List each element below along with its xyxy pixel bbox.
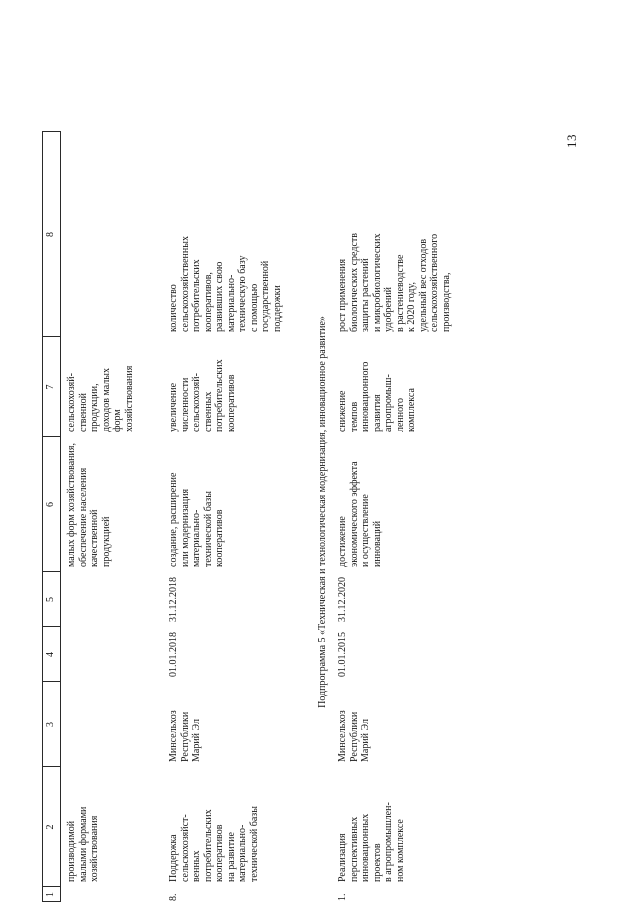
row-8-result: увеличение численности сельскохозяй- ственных потребительских кооперативов: [168, 359, 237, 432]
row-8-content: создание, расширение или модернизация материально- технической базы кооперативов: [168, 472, 225, 567]
row-8-consequences: количество сельскохозяйственных потребительских кооперативов, развивших свою материально- техническую базу с помощью государственной поддержки: [168, 236, 283, 332]
table-header-top-border: [42, 132, 43, 902]
header-col-6: 6: [45, 502, 56, 507]
header-col-3: 3: [45, 722, 56, 727]
header-col-7: 7: [45, 384, 56, 390]
row-cont-content: малых форм хозяйствования, обеспечение населения качественной продукцией: [66, 443, 112, 567]
row-1-result: снижение темпов инновационного развития агропромыш- ленного комплекса: [337, 361, 417, 432]
row-1-executor: Минсельхоз Республики Марий Эл: [337, 710, 371, 762]
row-1-name: Реализация перспективных инновационных проектов в агропромышлен- ном комплексе: [337, 802, 406, 882]
row-1-number: 1.: [337, 893, 348, 901]
row-8-number: 8.: [168, 893, 179, 901]
header-col-5: 5: [45, 597, 56, 602]
table-header-bottom-border: [60, 132, 61, 902]
rotated-landscape-page: [40, 80, 600, 910]
header-col-2: 2: [45, 824, 56, 830]
row-cont-result: сельскохозяй- ственной продукции, доходов малых форм хозяйствования: [66, 365, 135, 432]
row-1-start-date: 01.01.2015: [337, 632, 348, 677]
subprogram-title: Подпрограмма 5 «Техническая и технологическая модернизация, инновационное развитие»: [317, 316, 328, 708]
row-8-executor: Минсельхоз Республики Марий Эл: [168, 710, 202, 762]
row-1-end-date: 31.12.2020: [337, 577, 348, 622]
header-col-1: 1: [45, 892, 56, 897]
row-8-start-date: 01.01.2018: [168, 632, 179, 677]
header-col-4: 4: [45, 652, 56, 657]
header-col-8: 8: [45, 232, 56, 237]
row-8-name: Поддержка сельскохозяйст- венных потребительских кооперативов на развитие материально- технической базы: [168, 806, 260, 882]
row-8-end-date: 31.12.2018: [168, 577, 179, 622]
row-1-consequences: рост применения биологических средств защиты растений и микробиологических удобрений в растениеводстве к 2020 году, удельный вес отходов сельскохозяйственного производства,: [337, 233, 452, 332]
page-number: 13: [564, 134, 579, 148]
row-cont-name: производимой малыми формами хозяйствования: [66, 806, 100, 882]
row-1-content: достижение экономического эффекта и осуществление инноваций: [337, 461, 383, 567]
